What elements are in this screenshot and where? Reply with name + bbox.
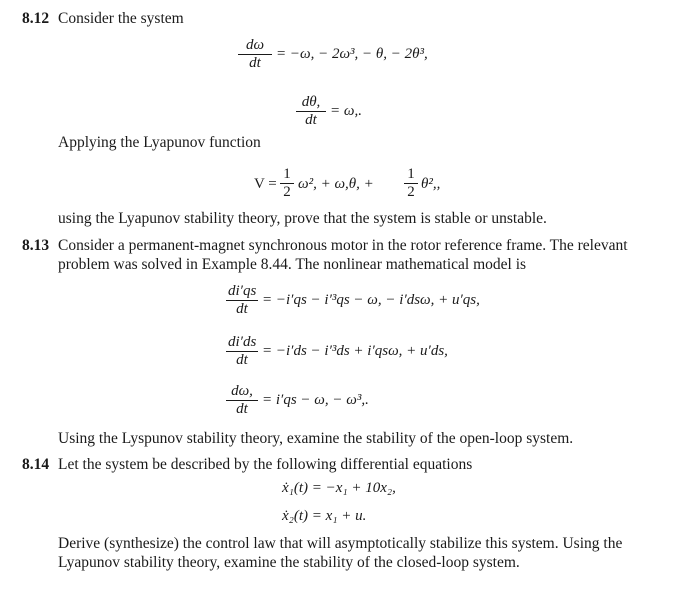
eq-8-13-2-denominator: dt	[236, 352, 248, 368]
lyapunov-V-label: V =	[254, 176, 277, 192]
lyapunov-half-1-num: 1	[280, 166, 294, 184]
problem-8-14-task-line2: Lyapunov stability theory, examine the stability of the closed-loop system.	[58, 554, 520, 571]
problem-8-13-line1: Consider a permanent-magnet synchronous motor in the rotor reference frame. The relevant	[58, 237, 628, 254]
eq-8-12-1-lhs	[238, 37, 272, 72]
problem-8-12-applying: Applying the Lyapunov function	[58, 134, 261, 151]
lyapunov-half-2	[404, 166, 418, 201]
eq-8-12-2-numerator: dθ,	[296, 94, 326, 112]
eq-8-12-2-denominator: dt	[305, 112, 317, 128]
problem-8-13-task: Using the Lyspunov stability theory, examine the stability of the open-loop system.	[58, 430, 574, 447]
eq-8-13-2-numerator: di′ds	[228, 334, 257, 350]
lyapunov-mid-terms: ω², + ω,θ, +	[298, 176, 374, 192]
eq-8-13-1-lhs	[226, 283, 258, 318]
eq-8-13-3-denominator: dt	[236, 401, 248, 417]
eq-8-13-3-lhs	[226, 383, 258, 418]
eq-8-13-1-rhs: = −i′qs − i′³qs − ω, − i′dsω, + u′qs,	[262, 292, 480, 308]
problem-8-12-task: using the Lyapunov stability theory, prove that the system is stable or unstable.	[58, 210, 547, 227]
eq-8-13-2-rhs: = −i′ds − i′³ds + i′qsω, + u′ds,	[262, 343, 448, 359]
eq-8-12-1-denominator: dt	[249, 55, 261, 71]
lyapunov-end-term: θ²,,	[421, 176, 441, 192]
eq-8-12-1-numerator: dω	[238, 37, 272, 55]
problem-8-13-number: 8.13	[22, 237, 50, 254]
eq-8-13-2-lhs	[226, 334, 258, 369]
problem-8-12-number: 8.12	[22, 10, 50, 27]
eq-8-12-2-rhs: = ω,.	[330, 103, 362, 119]
eq-8-13-1-denominator: dt	[236, 301, 248, 317]
eq-8-14-1: ẋ₁(t) = −x₁ + 10x₂,	[282, 480, 396, 496]
lyapunov-half-1-den: 2	[283, 184, 291, 200]
eq-8-13-3-rhs: = i′qs − ω, − ω³,.	[262, 392, 369, 408]
eq-8-13-1-numerator: di′qs	[228, 283, 257, 299]
problem-8-14-task-line1: Derive (synthesize) the control law that will asymptotically stabilize this system. Using the	[58, 535, 623, 552]
eq-8-12-2-lhs	[296, 94, 326, 129]
problem-8-14-number: 8.14	[22, 456, 50, 473]
problem-8-12-intro: Consider the system	[58, 10, 184, 27]
lyapunov-half-2-num: 1	[404, 166, 418, 184]
problem-8-14-intro: Let the system be described by the following differential equations	[58, 456, 473, 473]
eq-8-13-3-numerator: dω,	[226, 383, 258, 401]
lyapunov-half-2-den: 2	[407, 184, 415, 200]
eq-8-12-1-rhs: = −ω, − 2ω³, − θ, − 2θ³,	[276, 46, 428, 62]
eq-8-14-2: ẋ₂(t) = x₁ + u.	[282, 508, 367, 524]
lyapunov-half-1	[280, 166, 294, 201]
problem-8-13-line2: problem was solved in Example 8.44. The nonlinear mathematical model is	[58, 256, 527, 273]
